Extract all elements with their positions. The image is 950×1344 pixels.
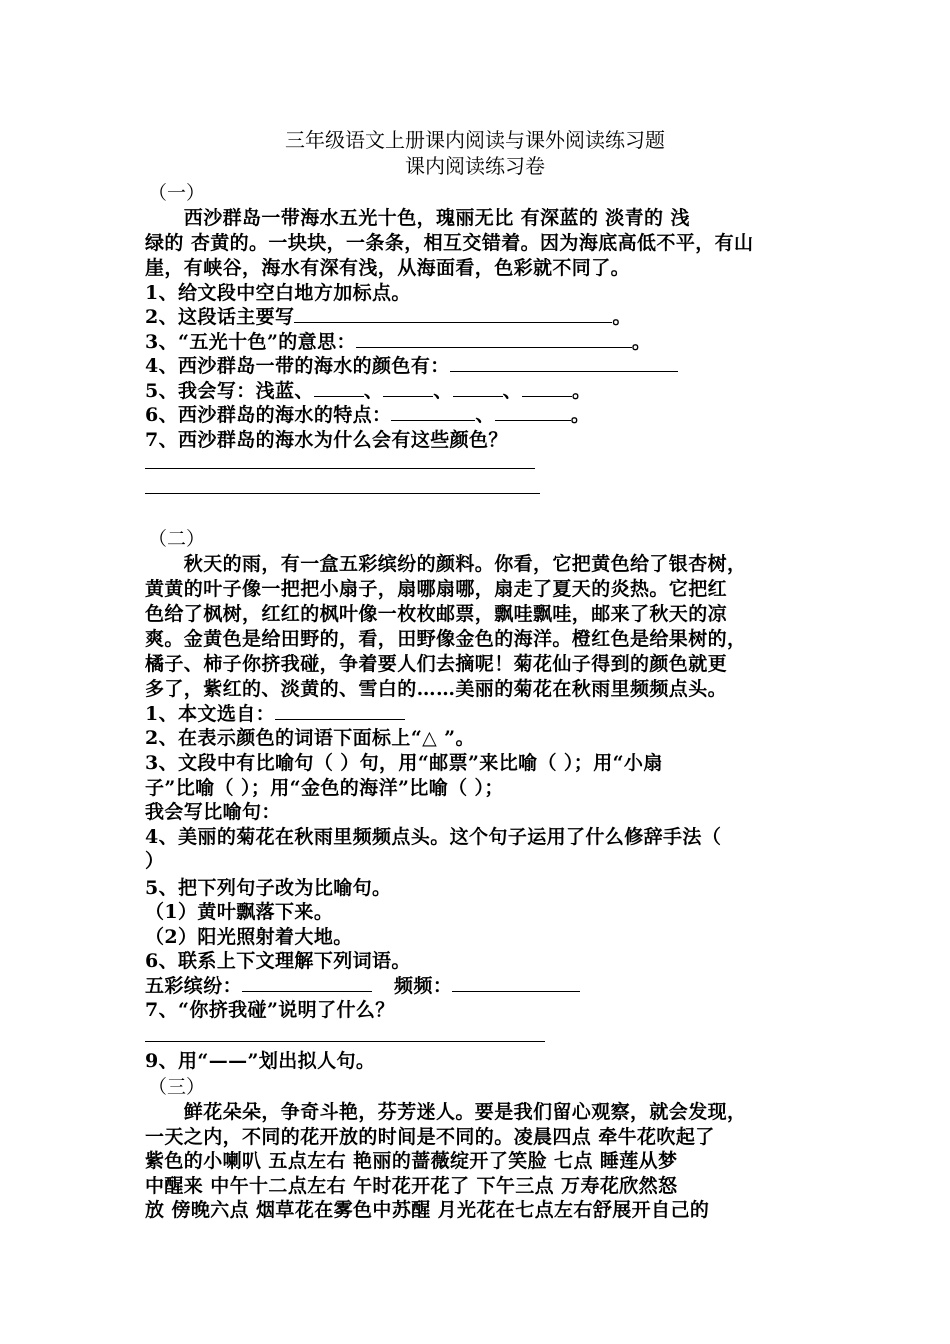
punctuation: 。	[570, 404, 591, 426]
passage-3-line: 放 傍晚六点 烟草花在雾色中苏醒 月光花在七点左右舒展开自己的	[145, 1199, 710, 1221]
question-text: 4、西沙群岛一带的海水的颜色有：	[145, 355, 450, 377]
passage-2-line: 黄黄的叶子像一把把小扇子，扇哪扇哪，扇走了夏天的炎热。它把红	[145, 578, 728, 600]
question-2-3-cont: 子”比喻（ ）；用“金色的海洋”比喻（ ）；	[145, 777, 504, 799]
question-2-2: 2、在表示颜色的词语下面标上“△ ”。	[145, 727, 475, 749]
passage-2-line: 秋天的雨，有一盒五彩缤纷的颜料。你看，它把黄色给了银杏树，	[145, 553, 747, 575]
worksheet-title: 三年级语文上册课内阅读与课外阅读练习题	[285, 128, 665, 152]
passage-2-line: 橘子、柿子你挤我碰，争着要人们去摘呢！菊花仙子得到的颜色就更	[145, 653, 728, 675]
punctuation: 。	[612, 306, 632, 328]
question-2-3: 3、文段中有比喻句（ ）句，用“邮票”来比喻（ ）；用“小扇	[145, 752, 663, 774]
section-2-label: （二）	[148, 528, 206, 550]
punctuation: 。	[631, 331, 652, 353]
question-text: 1、本文选自：	[145, 703, 276, 725]
worksheet-subtitle: 课内阅读练习卷	[405, 154, 545, 178]
question-text: 2、这段话主要写	[145, 306, 295, 328]
answer-blank[interactable]	[452, 973, 580, 992]
word-label: 五彩缤纷：	[145, 975, 243, 997]
answer-blank[interactable]	[383, 378, 433, 397]
punctuation: 、	[502, 380, 523, 402]
punctuation: 、	[433, 380, 453, 402]
question-2-5-2: （2）阳光照射着大地。	[145, 926, 353, 948]
answer-blank[interactable]	[314, 378, 364, 397]
question-1-2	[145, 302, 632, 329]
answer-line[interactable]	[145, 493, 540, 494]
passage-1-line: 绿的 杏黄的。一块块，一条条，相互交错着。因为海底高低不平，有山	[145, 232, 754, 254]
answer-blank[interactable]	[294, 304, 612, 323]
question-1-6	[145, 400, 590, 427]
answer-blank[interactable]	[450, 353, 678, 372]
question-2-1	[145, 699, 405, 726]
punctuation: 。	[572, 380, 592, 402]
answer-blank[interactable]	[522, 378, 572, 397]
word-label: 频频：	[394, 975, 453, 997]
passage-2-line: 色给了枫树，红红的枫叶像一枚枚邮票，飘哇飘哇，邮来了秋天的凉	[145, 603, 728, 625]
answer-blank[interactable]	[242, 973, 372, 992]
passage-3-line: 紫色的小喇叭 五点左右 艳丽的蔷薇绽开了笑脸 七点 睡莲从梦	[145, 1150, 678, 1172]
question-2-4: 4、美丽的菊花在秋雨里频频点头。这个句子运用了什么修辞手法（	[145, 826, 722, 848]
answer-blank[interactable]	[495, 402, 571, 421]
answer-blank[interactable]	[275, 701, 405, 720]
question-2-5: 5、把下列句子改为比喻句。	[145, 877, 392, 899]
answer-line[interactable]	[145, 468, 535, 469]
punctuation: 、	[363, 380, 384, 402]
question-2-6: 6、联系上下文理解下列词语。	[145, 950, 411, 972]
answer-blank[interactable]	[356, 329, 632, 348]
passage-3-line: 鲜花朵朵，争奇斗艳，芬芳迷人。要是我们留心观察，就会发现，	[145, 1101, 747, 1123]
question-text: 6、西沙群岛的海水的特点：	[145, 404, 392, 426]
question-2-4-cont: ）	[145, 850, 165, 872]
question-1-5	[145, 376, 591, 403]
answer-blank[interactable]	[453, 378, 503, 397]
passage-3-line: 一天之内，不同的花开放的时间是不同的。凌晨四点 牵牛花吹起了	[145, 1126, 715, 1148]
section-1-label: （一）	[148, 182, 206, 204]
question-1-1: 1、给文段中空白地方加标点。	[145, 282, 411, 304]
passage-2-line: 爽。金黄色是给田野的，看，田野像金色的海洋。橙红色是给果树的，	[145, 628, 747, 650]
question-2-5-1: （1）黄叶飘落下来。	[145, 901, 334, 923]
section-3-label: （三）	[148, 1076, 206, 1098]
passage-1-line: 崖，有峡谷，海水有深有浅，从海面看，色彩就不同了。	[145, 257, 631, 279]
question-text: 3、“五光十色”的意思：	[145, 331, 356, 353]
question-2-7: 7、“你挤我碰”说明了什么？	[145, 999, 395, 1021]
passage-1-line: 西沙群岛一带海水五光十色，瑰丽无比 有深蓝的 淡青的 浅	[145, 207, 690, 229]
passage-3-line: 中醒来 中午十二点左右 午时花开花了 下午三点 万寿花欣然怒	[145, 1175, 678, 1197]
question-2-3-write: 我会写比喻句：	[145, 801, 281, 823]
question-text: 5、我会写：浅蓝、	[145, 380, 314, 402]
question-2-6-words	[145, 971, 580, 998]
question-1-3	[145, 327, 651, 354]
answer-blank[interactable]	[391, 402, 475, 421]
passage-2-line: 多了，紫红的、淡黄的、雪白的……美丽的菊花在秋雨里频频点头。	[145, 678, 728, 700]
question-1-4	[145, 351, 678, 378]
question-2-9: 9、用“——”划出拟人句。	[145, 1050, 376, 1072]
answer-line[interactable]	[145, 1041, 545, 1042]
punctuation: 、	[475, 404, 495, 426]
question-1-7: 7、西沙群岛的海水为什么会有这些颜色？	[145, 429, 508, 451]
